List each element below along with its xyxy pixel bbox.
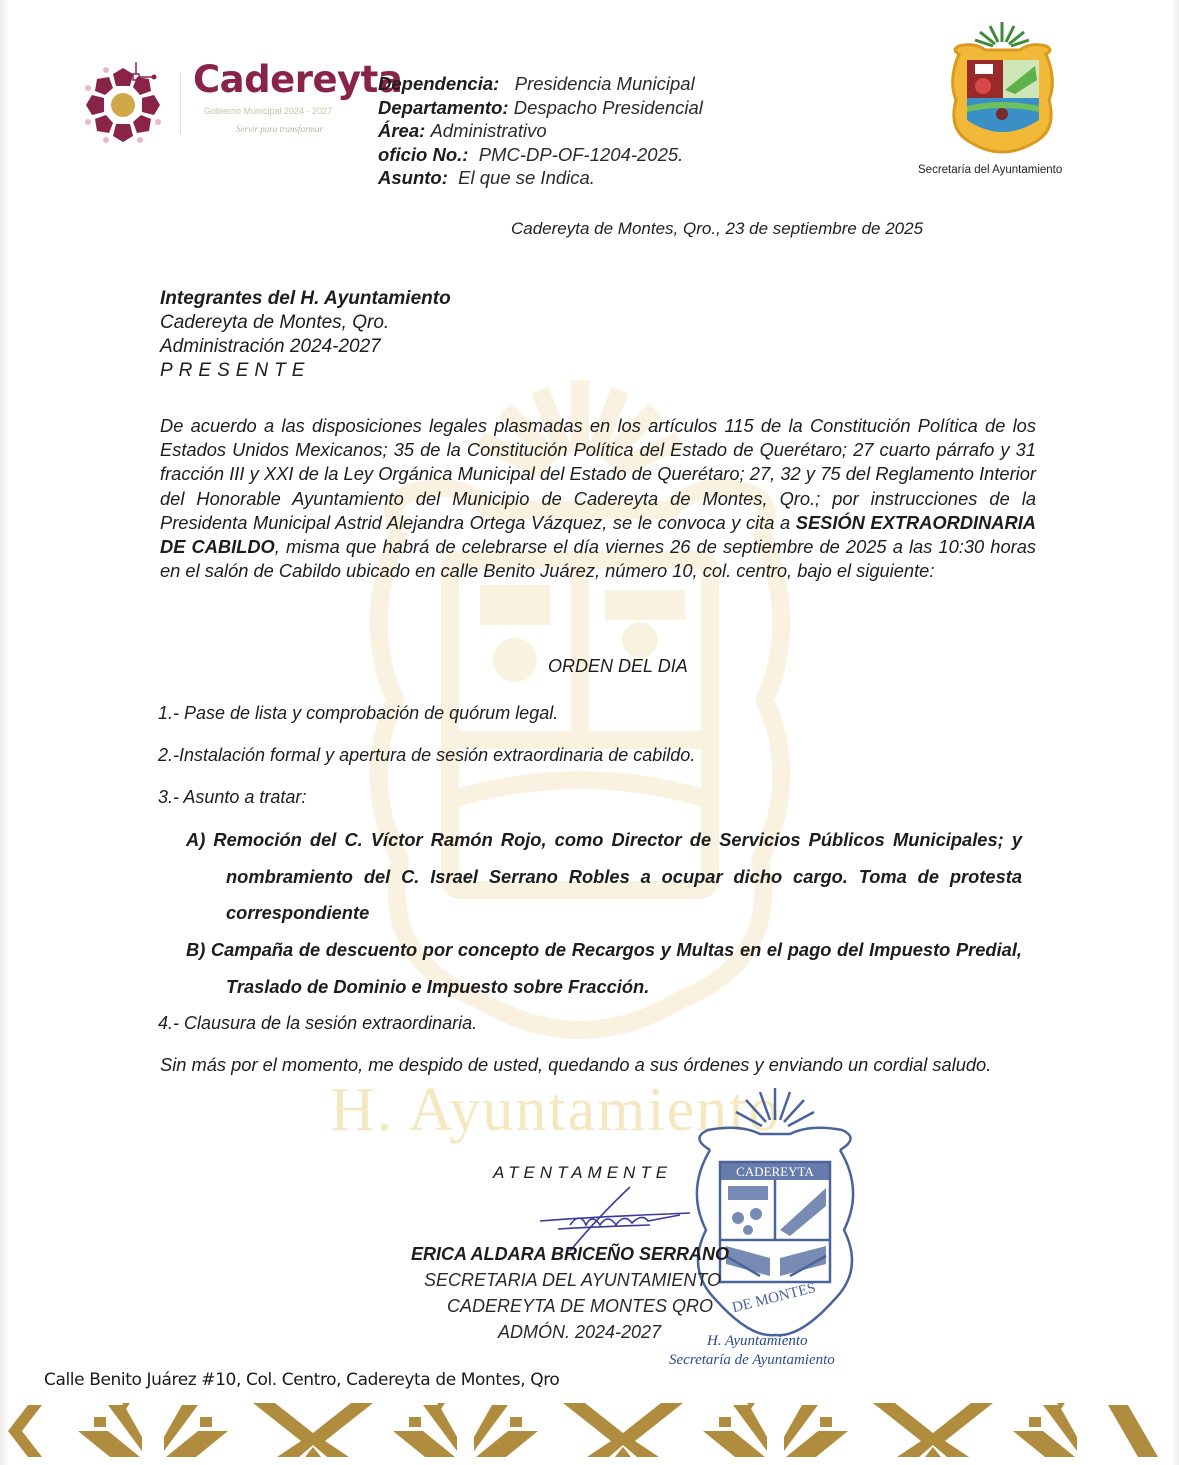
- footer-address: Calle Benito Juárez #10, Col. Centro, Cadereyta de Montes, Qro: [44, 1370, 560, 1390]
- watermark-text: H. Ayuntamiento: [330, 1076, 782, 1144]
- meta-value: PMC-DP-OF-1204-2025.: [478, 143, 684, 165]
- meta-oficio: [378, 143, 703, 167]
- date-line: Cadereyta de Montes, Qro., 23 de septiembre de 2025: [511, 219, 924, 238]
- addressee-presente: PRESENTE: [160, 360, 311, 381]
- meta-label: Asunto:: [378, 167, 448, 188]
- brand-name: Cadereyta: [193, 58, 403, 101]
- signer-location: CADEREYTA DE MONTES QRO: [447, 1296, 714, 1316]
- body-paragraph: [160, 414, 1036, 583]
- agenda-subitem: [186, 822, 1022, 932]
- decorative-gold-border-icon: [8, 1395, 1173, 1460]
- stamp-caption-line1: H. Ayuntamiento: [707, 1333, 808, 1349]
- page-edge-right: [1173, 0, 1179, 1465]
- meta-label: oficio No.:: [378, 143, 469, 165]
- agenda-item: 4.- Clausura de la sesión extraordinaria.: [158, 1013, 478, 1033]
- meta-dependencia: [378, 72, 703, 96]
- seal-banner-bottom: DE MONTES: [730, 1280, 818, 1317]
- body-bold-session: SESIÓN EXTRAORDINARIA DE CABILDO: [160, 511, 1036, 558]
- logo-divider: [180, 72, 181, 134]
- meta-label: Dependencia:: [378, 73, 500, 94]
- body-text: , misma que habrá de celebrarse el día viernes 26 de septiembre de 2025 a las 10:30 horas en el salón de Cabildo ubicado en calle Benito Juárez, número 10, col. centro, bajo el siguiente:: [160, 536, 1037, 582]
- meta-label: Departamento:: [378, 96, 509, 118]
- agenda-subitem-text: A) Remoción del C. Víctor Ramón Rojo, como Director de Servicios Públicos Municipales; y nombramiento del C. Israel Serrano Robles a ocupar dicho cargo. Toma de protesta correspondiente: [186, 829, 1022, 923]
- meta-label: Área:: [378, 120, 426, 141]
- meta-value: Administrativo: [430, 120, 547, 141]
- agenda-subitem-text: B) Campaña de descuento por concepto de Recargos y Multas en el pago del Impuesto Predial, Traslado de Dominio e Impuesto sobre Fracción.: [186, 939, 1022, 997]
- addressee-line: Integrantes del H. Ayuntamiento: [160, 288, 451, 309]
- agenda-item: 2.-Instalación formal y apertura de sesión extraordinaria de cabildo.: [158, 745, 696, 765]
- salutation: ATENTAMENTE: [493, 1163, 673, 1182]
- body-text: De acuerdo a las disposiciones legales plasmadas en los artículos 115 de la Constitución Política de los Estados Unidos Mexicanos; 35 de la Constitución Política del Estado de Querétaro; 27 cuarto párrafo y 31 fracción III y XXI de la Ley Orgánica Municipal del Estado de Querétaro; 27, 32 y 75 del Reglamento Interior del Honorable Ayuntamiento del Municipio de Cadereyta de Montes, Qro.; por instrucciones de la Presidenta Municipal Astrid Alejandra Ortega Vázquez, se le convoca y cita a: [160, 415, 1036, 533]
- crest-caption: Secretaría del Ayuntamiento: [918, 164, 1063, 176]
- stamp-caption-line2: Secretaría de Ayuntamiento: [669, 1352, 835, 1368]
- meta-value: Presidencia Municipal: [514, 73, 695, 94]
- meta-asunto: [378, 166, 703, 190]
- agenda-title: ORDEN DEL DIA: [548, 656, 688, 676]
- meta-area: [378, 119, 703, 143]
- meta-departamento: [378, 96, 703, 120]
- page-edge-left: [0, 0, 8, 1465]
- signer-name: ERICA ALDARA BRICEÑO SERRANO: [411, 1244, 730, 1264]
- seal-banner-top: CADEREYTA: [736, 1164, 814, 1179]
- agenda-item: 1.- Pase de lista y comprobación de quórum legal.: [158, 703, 559, 723]
- document-meta: [378, 72, 703, 190]
- closing-paragraph: Sin más por el momento, me despido de usted, quedando a sus órdenes y enviando un cordial saludo.: [160, 1054, 992, 1075]
- signer-title: SECRETARIA DEL AYUNTAMIENTO: [424, 1270, 722, 1290]
- municipal-coat-of-arms-icon: [945, 20, 1060, 160]
- signer-period: ADMÓN. 2024-2027: [498, 1322, 662, 1342]
- meta-value: El que se Indica.: [458, 167, 595, 188]
- meta-value: Despacho Presidencial: [513, 96, 703, 118]
- addressee-line: Administración 2024-2027: [160, 336, 381, 357]
- addressee-line: Cadereyta de Montes, Qro.: [160, 312, 390, 333]
- cadereyta-flower-logo-icon: [78, 60, 168, 150]
- agenda-subitem: [186, 932, 1022, 1005]
- brand-tagline: Servir para transformar: [236, 124, 324, 134]
- addressee-block: [160, 287, 451, 383]
- agenda-item: 3.- Asunto a tratar:: [158, 787, 307, 807]
- brand-subtitle: Gobierno Municipal 2024 - 2027: [204, 106, 333, 116]
